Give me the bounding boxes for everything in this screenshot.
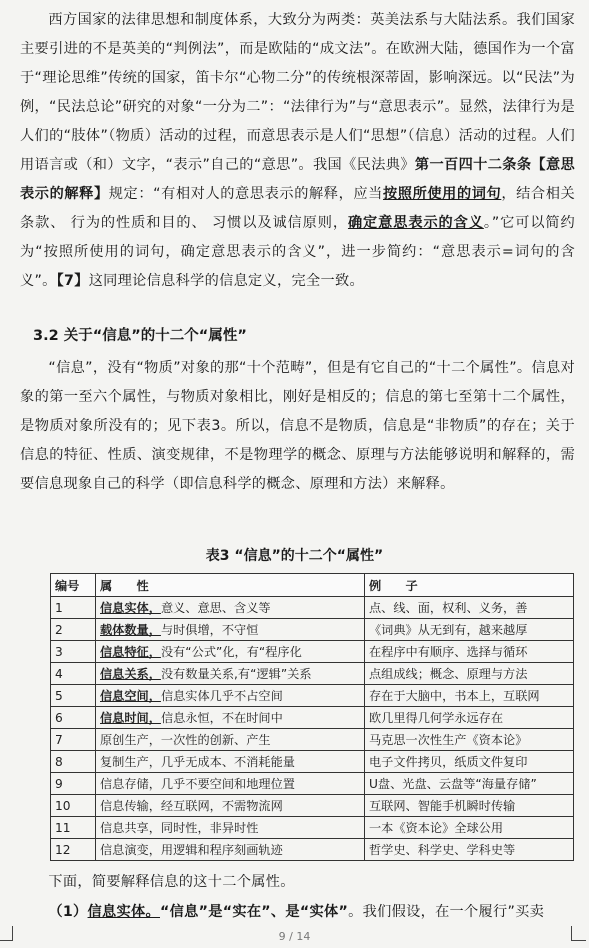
row-number: 9 [51, 773, 96, 795]
row-example: 在程序中有顺序、选择与循环 [365, 641, 574, 663]
table-row [51, 773, 574, 795]
header-example: 例 子 [365, 574, 574, 597]
row-attribute: 信息演变，用逻辑和程序刻画轨迹 [96, 839, 365, 861]
row-number: 3 [51, 641, 96, 663]
row-number: 2 [51, 619, 96, 641]
attribute-keyword: 信息特征， [100, 645, 161, 659]
article-142-title: 第一百四十二条条【意思表示的解释】 [20, 157, 575, 202]
underline-phrase-meaning: 确定意思表示的含义 [347, 215, 484, 231]
attribute-keyword: 信息实体， [100, 601, 161, 615]
attribute-desc: 意义、意思、含义等 [160, 601, 271, 615]
attribute-desc: 与时俱增，不守恒 [160, 623, 259, 637]
info-entity-text: 。我们假设，在一个履行”买卖 [348, 904, 545, 920]
section-heading-3-2: 3.2 关于“信息”的十二个“属性” [33, 328, 247, 344]
row-attribute: 原创生产，一次性的创新、产生 [96, 729, 365, 751]
row-number: 4 [51, 663, 96, 685]
attribute-keyword: 载体数量， [100, 623, 161, 637]
para1-text-5: 这同理论信息科学的信息定义，完全一致。 [88, 273, 364, 289]
table-title: 表3 “信息”的十二个“属性” [205, 548, 384, 564]
citation-7: 【7】 [56, 273, 89, 289]
row-number: 12 [51, 839, 96, 861]
attribute-desc: 信息实体几乎不占空间 [160, 689, 283, 703]
row-example: 欧几里得几何学永远存在 [365, 707, 574, 729]
row-number: 5 [51, 685, 96, 707]
row-example: 一本《资本论》全球公用 [365, 817, 574, 839]
table-row [51, 751, 574, 773]
header-attribute: 属 性 [96, 574, 365, 597]
item-number: （1） [48, 904, 88, 920]
row-attribute: 信息传输，经互联网，不需物流网 [96, 795, 365, 817]
paragraph-twelve-attributes: “信息”，没有“物质”对象的那“十个范畴”，但是有它自己的“十二个属性”。信息对象的第一至六个属性，与物质对象相比，刚好是相反的；信息的第七至第十二个属性，是物质对象所没有的；见下表3。所以，信息不是物质，信息是“非物质”的存在；关于信息的特征、性质、演变规律，不是物理学的概念、原理与方法能够说明和解释的，需要信息现象自己的科学（即信息科学的概念、原理和方法）来解释。 [20, 360, 575, 492]
row-number: 7 [51, 729, 96, 751]
row-example: U盘、光盘、云盘等“海量存储” [365, 773, 574, 795]
para1-text-1: 西方国家的法律思想和制度体系，大致分为两类：英美法系与大陆法系。我们国家主要引进的不是英美的“判例法”，而是欧陆的“成文法”。在欧洲大陆，德国作为一个富于“理论思维”传统的国家，笛卡尔“心物二分”的传统根深蒂固，影响深远。以“民法”为例，“民法总论”研究的对象“一分为二”：“法律行为”与“意思表示”。显然，法律行为是人们的“肢体”（物质）活动的过程，而意思表示是人们“思想”（信息）活动的过程。人们用语言或（和）文字，“表示”自己的“意思”。我国《民法典》 [20, 12, 575, 173]
row-example: 哲学史、科学史、学科史等 [365, 839, 574, 861]
row-example: 《词典》从无到有，越来越厚 [365, 619, 574, 641]
para1-text-3: ，结合相关条款、 行为的性质和目的、 习惯以及诚信原则， [20, 186, 575, 231]
para1-text-2: 规定：“有相对人的意思表示的解释，应当 [108, 186, 383, 202]
paragraph-info-entity [20, 898, 575, 927]
info-entity-keyword: 信息实体。 [87, 904, 160, 920]
row-attribute [96, 597, 365, 619]
row-example: 电子文件拷贝，纸质文件复印 [365, 751, 574, 773]
table-row [51, 707, 574, 729]
table-row [51, 685, 574, 707]
row-attribute: 信息共享，同时性，非异时性 [96, 817, 365, 839]
underline-phrase-words: 按照所使用的词句 [382, 186, 502, 202]
paragraph-legal-systems [20, 6, 575, 296]
attribute-desc: 没有数量关系,有“逻辑”关系 [160, 667, 312, 681]
table-row [51, 817, 574, 839]
row-attribute [96, 641, 365, 663]
table-header-row [51, 574, 574, 597]
row-attribute: 复制生产，几乎无成本、不消耗能量 [96, 751, 365, 773]
row-attribute: 信息存储，几乎不要空间和地理位置 [96, 773, 365, 795]
attribute-keyword: 信息关系， [100, 667, 161, 681]
row-number: 11 [51, 817, 96, 839]
row-example: 互联网、智能手机瞬时传输 [365, 795, 574, 817]
row-attribute [96, 707, 365, 729]
table-row [51, 839, 574, 861]
info-entity-claim: “信息”是“实在”、是“实体” [160, 904, 349, 920]
table-row [51, 663, 574, 685]
row-number: 8 [51, 751, 96, 773]
row-attribute [96, 685, 365, 707]
row-example: 马克思一次性生产《资本论》 [365, 729, 574, 751]
attributes-table [50, 573, 574, 861]
page-number: 9 / 14 [278, 930, 311, 943]
header-number: 编号 [51, 574, 96, 597]
table-row [51, 597, 574, 619]
attribute-keyword: 信息时间， [100, 711, 161, 725]
table-row [51, 729, 574, 751]
row-attribute [96, 663, 365, 685]
row-number: 6 [51, 707, 96, 729]
table-row [51, 795, 574, 817]
paragraph-intro-explanations: 下面，简要解释信息的这十二个属性。 [48, 874, 295, 890]
table-row [51, 619, 574, 641]
table-row [51, 641, 574, 663]
row-example: 点组成线；概念、原理与方法 [365, 663, 574, 685]
row-example: 存在于大脑中，书本上，互联网 [365, 685, 574, 707]
para1-text-4: 。”它可以简约为“按照所使用的词句，确定意思表示的含义”，进一步简约：“意思表示=词句的含义”。 [20, 215, 576, 289]
attribute-desc: 信息永恒，不在时间中 [160, 711, 283, 725]
row-attribute [96, 619, 365, 641]
row-number: 1 [51, 597, 96, 619]
row-number: 10 [51, 795, 96, 817]
row-example: 点、线、面，权利、义务，善 [365, 597, 574, 619]
attribute-desc: 没有“公式”化，有“程序化 [160, 645, 302, 659]
attribute-keyword: 信息空间， [100, 689, 161, 703]
